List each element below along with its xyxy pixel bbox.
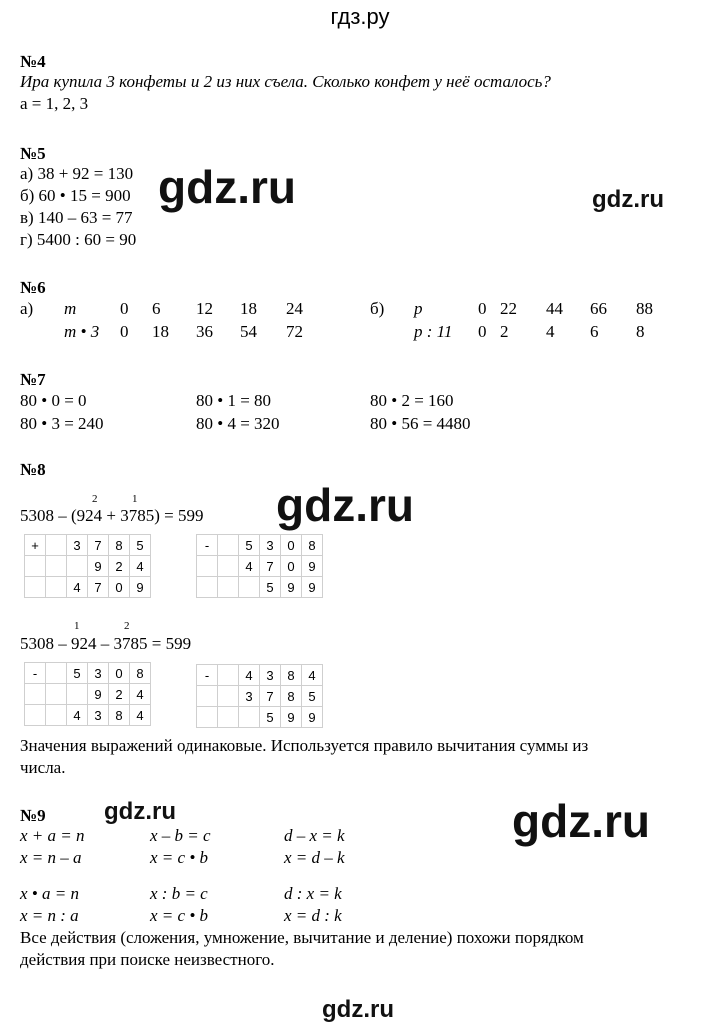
table-cell: 0 <box>478 322 487 341</box>
table-cell: 2 <box>500 322 509 341</box>
order-mark: 2 <box>92 493 98 505</box>
task-9-conclusion: действия при поиске неизвестного. <box>20 950 275 969</box>
digit-cell <box>239 577 260 598</box>
digit-cell: 5 <box>67 663 88 684</box>
digit-cell: 4 <box>67 705 88 726</box>
digit-cell: 2 <box>109 556 130 577</box>
task-6-title: №6 <box>20 278 46 297</box>
equation: x = d : k <box>284 906 342 925</box>
digit-cell: 7 <box>88 535 109 556</box>
table-cell: 0 <box>120 322 129 341</box>
task-7-item: 80 • 3 = 240 <box>20 414 104 433</box>
digit-cell: 7 <box>260 556 281 577</box>
table-cell: 54 <box>240 322 257 341</box>
watermark-logo: gdz.ru <box>592 186 664 213</box>
column-subtraction <box>196 534 323 598</box>
equation: x • a = n <box>20 884 79 903</box>
digit-cell: 9 <box>302 556 323 577</box>
digit-cell: 3 <box>239 686 260 707</box>
equation: x : b = c <box>150 884 208 903</box>
equation: x = c • b <box>150 906 209 925</box>
table-cell: 6 <box>152 299 161 318</box>
task-5-line: в) 140 – 63 = 77 <box>20 208 133 227</box>
digit-cell: 4 <box>302 665 323 686</box>
watermark-logo: gdz.ru <box>512 795 650 847</box>
digit-cell <box>218 577 239 598</box>
digit-cell <box>46 577 67 598</box>
digit-cell <box>197 577 218 598</box>
digit-cell: 5 <box>302 686 323 707</box>
digit-cell <box>197 686 218 707</box>
digit-cell <box>46 684 67 705</box>
table-cell: 88 <box>636 299 653 318</box>
digit-cell: 0 <box>281 535 302 556</box>
digit-cell: 8 <box>130 663 151 684</box>
table-cell: 72 <box>286 322 303 341</box>
digit-cell: 4 <box>130 705 151 726</box>
task-6b-row1-name: p <box>414 299 423 318</box>
digit-cell: 8 <box>281 665 302 686</box>
digit-cell <box>46 663 67 684</box>
equation: x = n : a <box>20 906 79 925</box>
equation: x = c • b <box>150 848 209 867</box>
table-cell: 0 <box>120 299 129 318</box>
digit-cell: 9 <box>302 707 323 728</box>
digit-cell: 8 <box>302 535 323 556</box>
watermark-logo: gdz.ru <box>104 798 176 825</box>
digit-cell: 4 <box>67 577 88 598</box>
equation: x – b = c <box>150 826 211 845</box>
table-cell: 36 <box>196 322 213 341</box>
watermark-logo: gdz.ru <box>276 479 414 531</box>
task-7-item: 80 • 2 = 160 <box>370 391 454 410</box>
order-mark: 1 <box>74 620 80 632</box>
digit-cell <box>25 556 46 577</box>
digit-cell: 3 <box>260 535 281 556</box>
digit-cell <box>239 707 260 728</box>
task-9-conclusion: Все действия (сложения, умножение, вычитание и деление) похожи порядком <box>20 928 584 947</box>
digit-cell <box>46 535 67 556</box>
digit-cell: - <box>25 663 46 684</box>
digit-cell <box>67 556 88 577</box>
task-8-expression-1: 5308 – (924 + 3785) = 599 <box>20 506 204 525</box>
digit-cell: 0 <box>109 577 130 598</box>
task-7-item: 80 • 4 = 320 <box>196 414 280 433</box>
equation: x + a = n <box>20 826 85 845</box>
digit-cell: 3 <box>67 535 88 556</box>
digit-cell: - <box>197 535 218 556</box>
digit-cell: 9 <box>88 684 109 705</box>
column-addition <box>24 534 151 598</box>
table-cell: 12 <box>196 299 213 318</box>
digit-cell: 5 <box>260 577 281 598</box>
digit-cell <box>218 535 239 556</box>
task-5-title: №5 <box>20 144 46 163</box>
table-cell: 66 <box>590 299 607 318</box>
task-4-problem: Ира купила 3 конфеты и 2 из них съела. Сколько конфет у неё осталось? <box>20 72 551 91</box>
digit-cell: 2 <box>109 684 130 705</box>
digit-cell: 3 <box>88 663 109 684</box>
digit-cell <box>25 705 46 726</box>
digit-cell <box>218 686 239 707</box>
task-7-item: 80 • 56 = 4480 <box>370 414 471 433</box>
digit-cell <box>197 556 218 577</box>
digit-cell: 9 <box>302 577 323 598</box>
equation: x = d – k <box>284 848 345 867</box>
digit-cell: 8 <box>109 705 130 726</box>
table-cell: 4 <box>546 322 555 341</box>
table-cell: 22 <box>500 299 517 318</box>
digit-cell: 8 <box>281 686 302 707</box>
digit-cell <box>218 665 239 686</box>
task-9-title: №9 <box>20 806 46 825</box>
table-cell: 6 <box>590 322 599 341</box>
digit-cell: + <box>25 535 46 556</box>
watermark-logo: gdz.ru <box>158 161 296 213</box>
digit-cell: 0 <box>281 556 302 577</box>
digit-cell: 3 <box>260 665 281 686</box>
digit-cell <box>25 684 46 705</box>
task-6a-row2-name: m • 3 <box>64 322 100 341</box>
digit-cell: 5 <box>260 707 281 728</box>
table-cell: 44 <box>546 299 563 318</box>
digit-cell: - <box>197 665 218 686</box>
watermark-logo: gdz.ru <box>322 996 394 1023</box>
digit-cell: 9 <box>88 556 109 577</box>
order-mark: 1 <box>132 493 138 505</box>
column-subtraction <box>196 664 323 728</box>
task-5-line: г) 5400 : 60 = 90 <box>20 230 137 249</box>
digit-cell <box>218 707 239 728</box>
digit-cell <box>46 556 67 577</box>
digit-cell: 7 <box>88 577 109 598</box>
digit-cell: 4 <box>130 556 151 577</box>
task-7-title: №7 <box>20 370 46 389</box>
task-7-item: 80 • 1 = 80 <box>196 391 272 410</box>
task-6a-label: а) <box>20 299 34 318</box>
task-8-expression-2: 5308 – 924 – 3785 = 599 <box>20 634 192 653</box>
table-cell: 0 <box>478 299 487 318</box>
column-subtraction <box>24 662 151 726</box>
digit-cell: 5 <box>239 535 260 556</box>
table-cell: 18 <box>240 299 257 318</box>
task-4-answer: a = 1, 2, 3 <box>20 94 89 113</box>
order-mark: 2 <box>124 620 130 632</box>
digit-cell: 3 <box>88 705 109 726</box>
table-cell: 8 <box>636 322 645 341</box>
table-cell: 24 <box>286 299 303 318</box>
task-6b-row2-name: p : 11 <box>414 322 453 341</box>
equation: d : x = k <box>284 884 342 903</box>
digit-cell: 0 <box>109 663 130 684</box>
digit-cell: 4 <box>130 684 151 705</box>
task-5-line: б) 60 • 15 = 900 <box>20 186 131 205</box>
digit-cell <box>46 705 67 726</box>
task-8-title: №8 <box>20 460 46 479</box>
digit-cell: 4 <box>239 665 260 686</box>
digit-cell <box>197 707 218 728</box>
digit-cell: 4 <box>239 556 260 577</box>
task-5-line: а) 38 + 92 = 130 <box>20 164 134 183</box>
digit-cell <box>25 577 46 598</box>
equation: d – x = k <box>284 826 345 845</box>
digit-cell: 9 <box>281 707 302 728</box>
digit-cell: 9 <box>281 577 302 598</box>
task-7-item: 80 • 0 = 0 <box>20 391 87 410</box>
task-8-conclusion: Значения выражений одинаковые. Используется правило вычитания суммы из <box>20 736 589 755</box>
equation: x = n – a <box>20 848 82 867</box>
digit-cell: 5 <box>130 535 151 556</box>
digit-cell: 8 <box>109 535 130 556</box>
task-6b-label: б) <box>370 299 385 318</box>
digit-cell <box>67 684 88 705</box>
site-header: гдз.ру <box>330 4 390 29</box>
task-4-title: №4 <box>20 52 46 71</box>
task-6a-row1-name: m <box>64 299 77 318</box>
digit-cell: 9 <box>130 577 151 598</box>
digit-cell: 7 <box>260 686 281 707</box>
table-cell: 18 <box>152 322 169 341</box>
task-8-conclusion: числа. <box>20 758 66 777</box>
digit-cell <box>218 556 239 577</box>
